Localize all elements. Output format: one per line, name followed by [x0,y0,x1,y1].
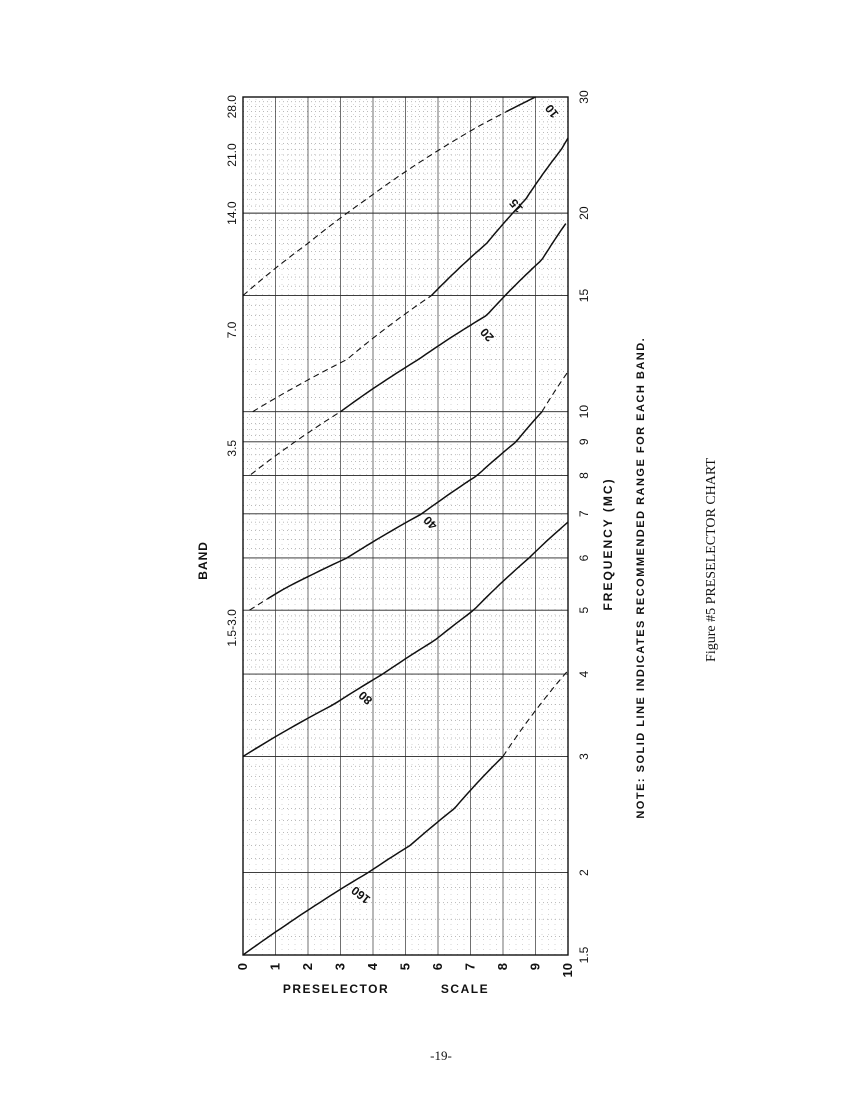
band-label: 1.5-3.0 [225,609,239,647]
frequency-tick-label: 10 [577,404,591,419]
frequency-tick-label: 3 [577,753,591,760]
curve-10-solid [506,97,535,112]
preselector-axis-label-word1: PRESELECTOR [282,982,390,996]
preselector-tick-label: 0 [235,963,250,971]
preselector-tick-label: 4 [365,963,380,971]
curve-15-solid [432,138,569,296]
band-label: 14.0 [225,201,239,225]
curve-20-solid [341,224,566,412]
preselector-tick-label: 8 [495,963,510,971]
preselector-tick-label: 10 [560,963,575,978]
frequency-axis-label: FREQUENCY (MC) [601,477,615,611]
frequency-tick-label: 5 [577,606,591,614]
preselector-tick-label: 9 [527,963,543,971]
frequency-tick-label: 8 [577,472,591,479]
frequency-tick-label: 30 [577,90,591,104]
curve-label-15: 15 [506,196,526,216]
band-label: 3.5 [225,439,239,457]
preselector-tick-label: 6 [430,963,445,971]
band-label: 21.0 [225,143,239,167]
curve-label-80: 80 [355,688,376,708]
band-axis-label: BAND [196,541,210,580]
chart-grid [243,97,568,955]
curve-label-20: 20 [477,325,497,345]
page-number: -19- [430,1048,452,1063]
frequency-tick-label: 1.5 [577,946,591,964]
chart-labels [196,90,647,977]
band-label: 7.0 [225,321,239,339]
curve-label-10: 10 [542,101,562,121]
curve-40-solid [267,412,542,599]
chart-note: NOTE: SOLID LINE INDICATES RECOMMENDED RANGE FOR EACH BAND. [635,336,647,819]
frequency-tick-label: 2 [577,869,591,876]
curve-label-40: 40 [420,513,440,533]
curve-label-160: 160 [348,883,373,907]
preselector-tick-label: 3 [332,963,348,971]
curve-40-dashed-high [542,372,568,412]
curve-15-dashed-low [253,296,432,412]
figure-caption: Figure #5 PRESELECTOR CHART [704,458,719,662]
preselector-tick-label: 7 [462,963,478,971]
preselector-tick-label: 5 [397,963,413,971]
band-label: 28.0 [225,95,239,119]
frequency-tick-label: 4 [577,670,591,678]
frequency-tick-label: 15 [577,288,591,303]
curve-40-dashed-low [250,599,268,610]
frequency-tick-label: 20 [577,206,591,220]
preselector-tick-label: 2 [300,963,315,971]
curve-10-dashed-low [243,112,506,296]
preselector-axis-label-word2: SCALE [440,982,490,996]
frequency-tick-label: 7 [577,510,591,518]
frequency-tick-label: 9 [577,438,591,446]
preselector-tick-label: 1 [267,963,283,971]
curve-20-dashed-low [251,412,341,475]
frequency-tick-label: 6 [577,554,591,562]
